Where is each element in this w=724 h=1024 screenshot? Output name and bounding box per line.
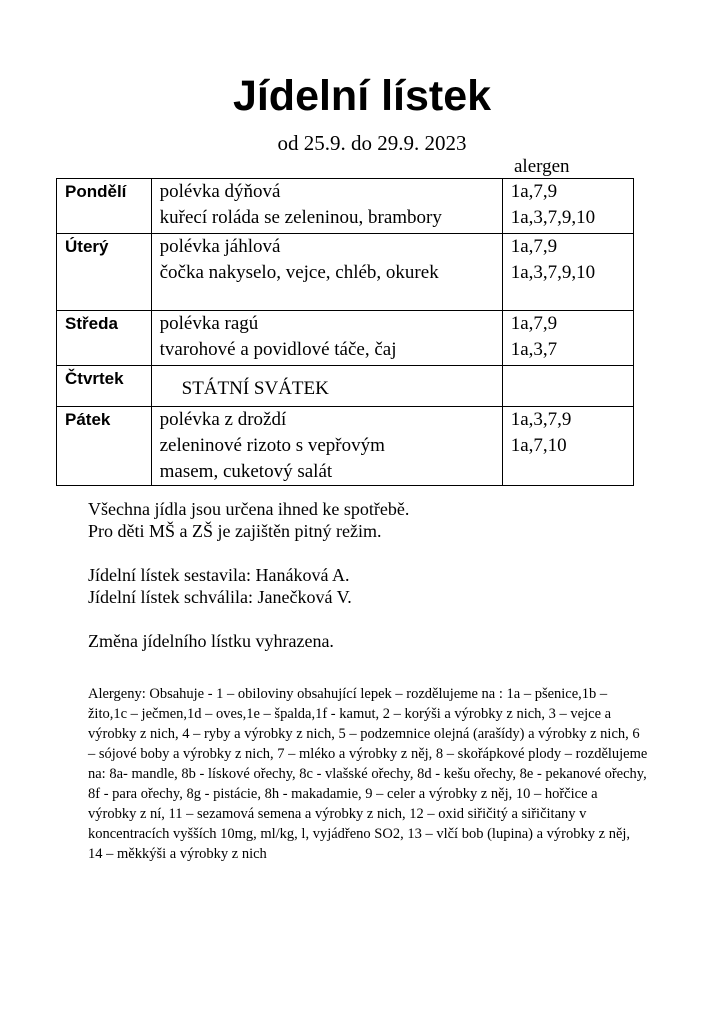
table-row [57, 366, 634, 407]
day-label: Pondělí [57, 179, 152, 234]
allergen-legend: Alergeny: Obsahuje - 1 – obiloviny obsahující lepek – rozdělujeme na : 1a – pšenice,1b – žito,1c – ječmen,1d – oves,1e – špalda,1f - kamut, 2 – korýši a výrobky z nich, 3 – vejce a výrobky z nich, 4 – ryby a výrobky z nich, 5 – podzemnice olejná (arašídy) a výrobky z nich, 6 – sójové boby a výrobky z nich, 7 – mléko a výrobky z něj, 8 – skořápkové plody – rozdělujeme na: 8a- mandle, 8b - lískové ořechy, 8c - vlašské ořechy, 8d - kešu ořechy, 8e - pekanové ořechy, 8f - para ořechy, 8g - pistácie, 8h - makadamie, 9 – celer a výrobky z něj, 10 – hořčice a výrobky z ní, 11 – sezamová semena a výrobky z nich, 12 – oxid siřičitý a siřičitany v koncentracích vyšších 10mg, ml/kg, l, vyjádřeno SO2, 13 – vlčí bob (lupina) a výrobky z něj, 14 – měkkýši a výrobky z nich [88, 686, 648, 862]
table-row [57, 179, 634, 234]
allergen-code: 1a,7,9 [510, 181, 558, 202]
dish: polévka z droždí [159, 409, 287, 430]
holiday-label: STÁTNÍ SVÁTEK [181, 378, 329, 399]
page-title: Jídelní lístek [232, 72, 492, 120]
allergen-cell [502, 311, 633, 366]
food-cell [151, 366, 502, 407]
allergen-code: 1a,7,10 [510, 435, 567, 456]
allergen-cell [502, 234, 633, 311]
dish: zeleninové rizoto s vepřovým [159, 435, 385, 456]
table-row [57, 234, 634, 311]
note-line: Pro děti MŠ a ZŠ je zajištěn pitný režim. [88, 521, 382, 541]
menu-table [56, 178, 634, 486]
note-line: Jídelní lístek schválila: Janečková V. [88, 587, 352, 607]
day-label: Pátek [57, 407, 152, 486]
table-row [57, 311, 634, 366]
dish: masem, cuketový salát [159, 461, 333, 482]
day-label: Středa [57, 311, 152, 366]
allergen-code: 1a,3,7,9,10 [510, 207, 596, 228]
dish: polévka dýňová [159, 181, 281, 202]
note-line: Změna jídelního lístku vyhrazena. [88, 631, 334, 651]
dish: polévka ragú [159, 313, 259, 334]
dish: tvarohové a povidlové táče, čaj [159, 339, 397, 360]
note-line: Jídelní lístek sestavila: Hanáková A. [88, 565, 350, 585]
note-line: Všechna jídla jsou určena ihned ke spotřebě. [88, 499, 410, 519]
food-cell [151, 179, 502, 234]
dish: polévka jáhlová [159, 236, 281, 257]
day-label: Čtvrtek [57, 366, 152, 407]
date-range: od 25.9. do 29.9. 2023 [277, 131, 467, 155]
allergen-code: 1a,7,9 [510, 313, 558, 334]
allergen-code: 1a,7,9 [510, 236, 558, 257]
allergen-code: 1a,3,7,9,10 [510, 262, 596, 283]
allergen-cell [502, 366, 633, 407]
dish: kuřecí roláda se zeleninou, brambory [159, 207, 442, 228]
allergen-code: 1a,3,7,9 [510, 409, 572, 430]
table-row [57, 407, 634, 486]
dish: čočka nakyselo, vejce, chléb, okurek [159, 262, 439, 283]
allergen-code: 1a,3,7 [510, 339, 558, 360]
allergen-column-header: alergen [514, 156, 570, 177]
notes-section [88, 498, 409, 652]
food-cell [151, 311, 502, 366]
food-cell [151, 234, 502, 311]
allergen-cell [502, 179, 633, 234]
food-cell [151, 407, 502, 486]
day-label: Úterý [57, 234, 152, 311]
allergen-cell [502, 407, 633, 486]
